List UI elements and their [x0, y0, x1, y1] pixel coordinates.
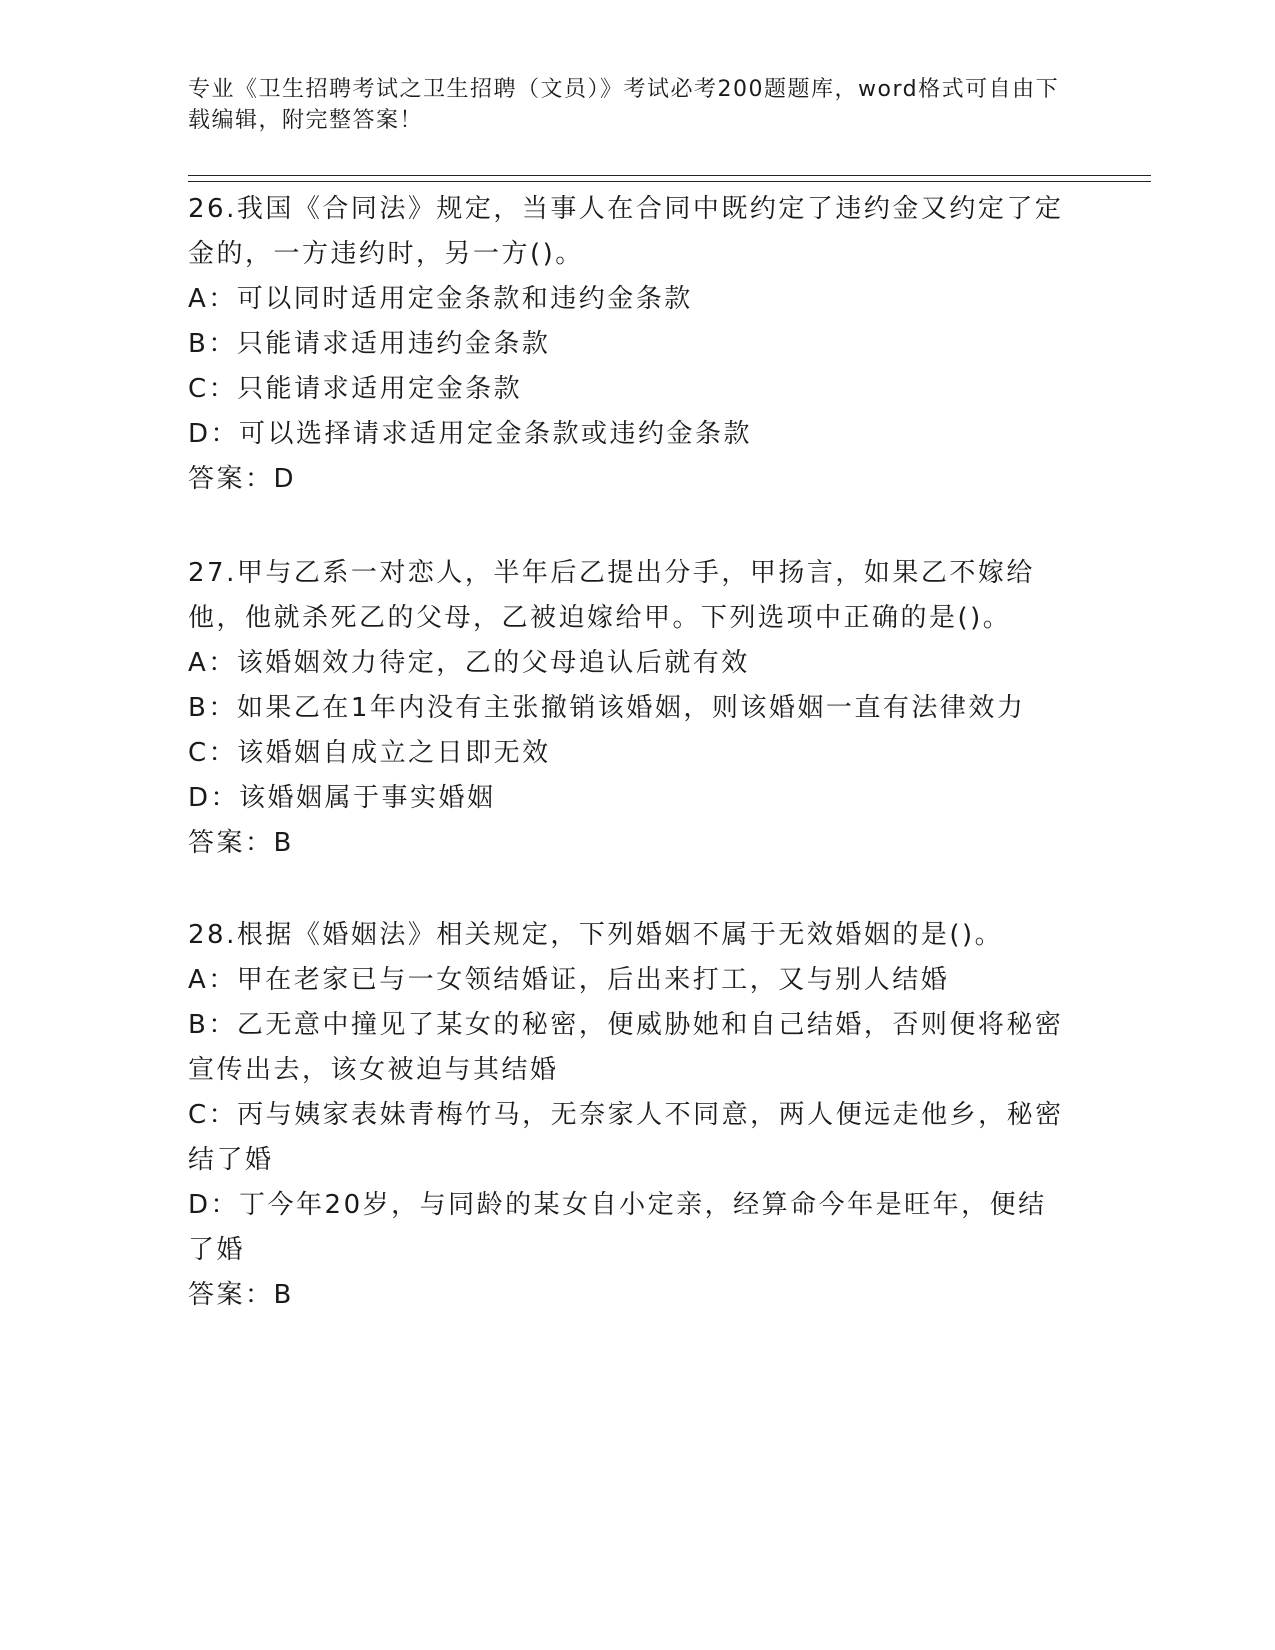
question-27 — [188, 551, 1068, 866]
question-28 — [188, 913, 1068, 1318]
document-header: 专业《卫生招聘考试之卫生招聘（文员）》考试必考200题题库，word格式可自由下载编辑，附完整答案！ — [188, 77, 1060, 133]
header-divider-top — [188, 175, 1151, 176]
option-d: D：该婚姻属于事实婚姻 — [188, 783, 496, 813]
answer: 答案：B — [188, 1280, 294, 1310]
option-b: B：只能请求适用违约金条款 — [188, 329, 551, 359]
option-a: A：甲在老家已与一女领结婚证，后出来打工，又与别人结婚 — [188, 965, 950, 995]
header-divider-bottom — [188, 181, 1151, 182]
option-b: B：如果乙在1年内没有主张撤销该婚姻，则该婚姻一直有法律效力 — [188, 693, 1026, 723]
option-a: A：可以同时适用定金条款和违约金条款 — [188, 284, 693, 314]
option-d: D：可以选择请求适用定金条款或违约金条款 — [188, 419, 753, 449]
option-a: A：该婚姻效力待定，乙的父母追认后就有效 — [188, 648, 750, 678]
option-c: C：丙与姨家表妹青梅竹马，无奈家人不同意，两人便远走他乡，秘密结了婚 — [188, 1100, 1064, 1175]
answer: 答案：D — [188, 464, 297, 494]
question-stem: 28.根据《婚姻法》相关规定，下列婚姻不属于无效婚姻的是()。 — [188, 920, 1004, 950]
option-b: B：乙无意中撞见了某女的秘密，便威胁她和自己结婚，否则便将秘密宣传出去，该女被迫与其结婚 — [188, 1010, 1064, 1085]
option-c: C：只能请求适用定金条款 — [188, 374, 523, 404]
option-c: C：该婚姻自成立之日即无效 — [188, 738, 551, 768]
option-d: D：丁今年20岁，与同龄的某女自小定亲，经算命今年是旺年，便结了婚 — [188, 1190, 1047, 1265]
question-26 — [188, 187, 1068, 502]
question-stem: 26.我国《合同法》规定，当事人在合同中既约定了违约金又约定了定金的，一方违约时，另一方()。 — [188, 194, 1064, 269]
answer: 答案：B — [188, 828, 294, 858]
question-stem: 27.甲与乙系一对恋人，半年后乙提出分手，甲扬言，如果乙不嫁给他，他就杀死乙的父母，乙被迫嫁给甲。下列选项中正确的是()。 — [188, 558, 1035, 633]
